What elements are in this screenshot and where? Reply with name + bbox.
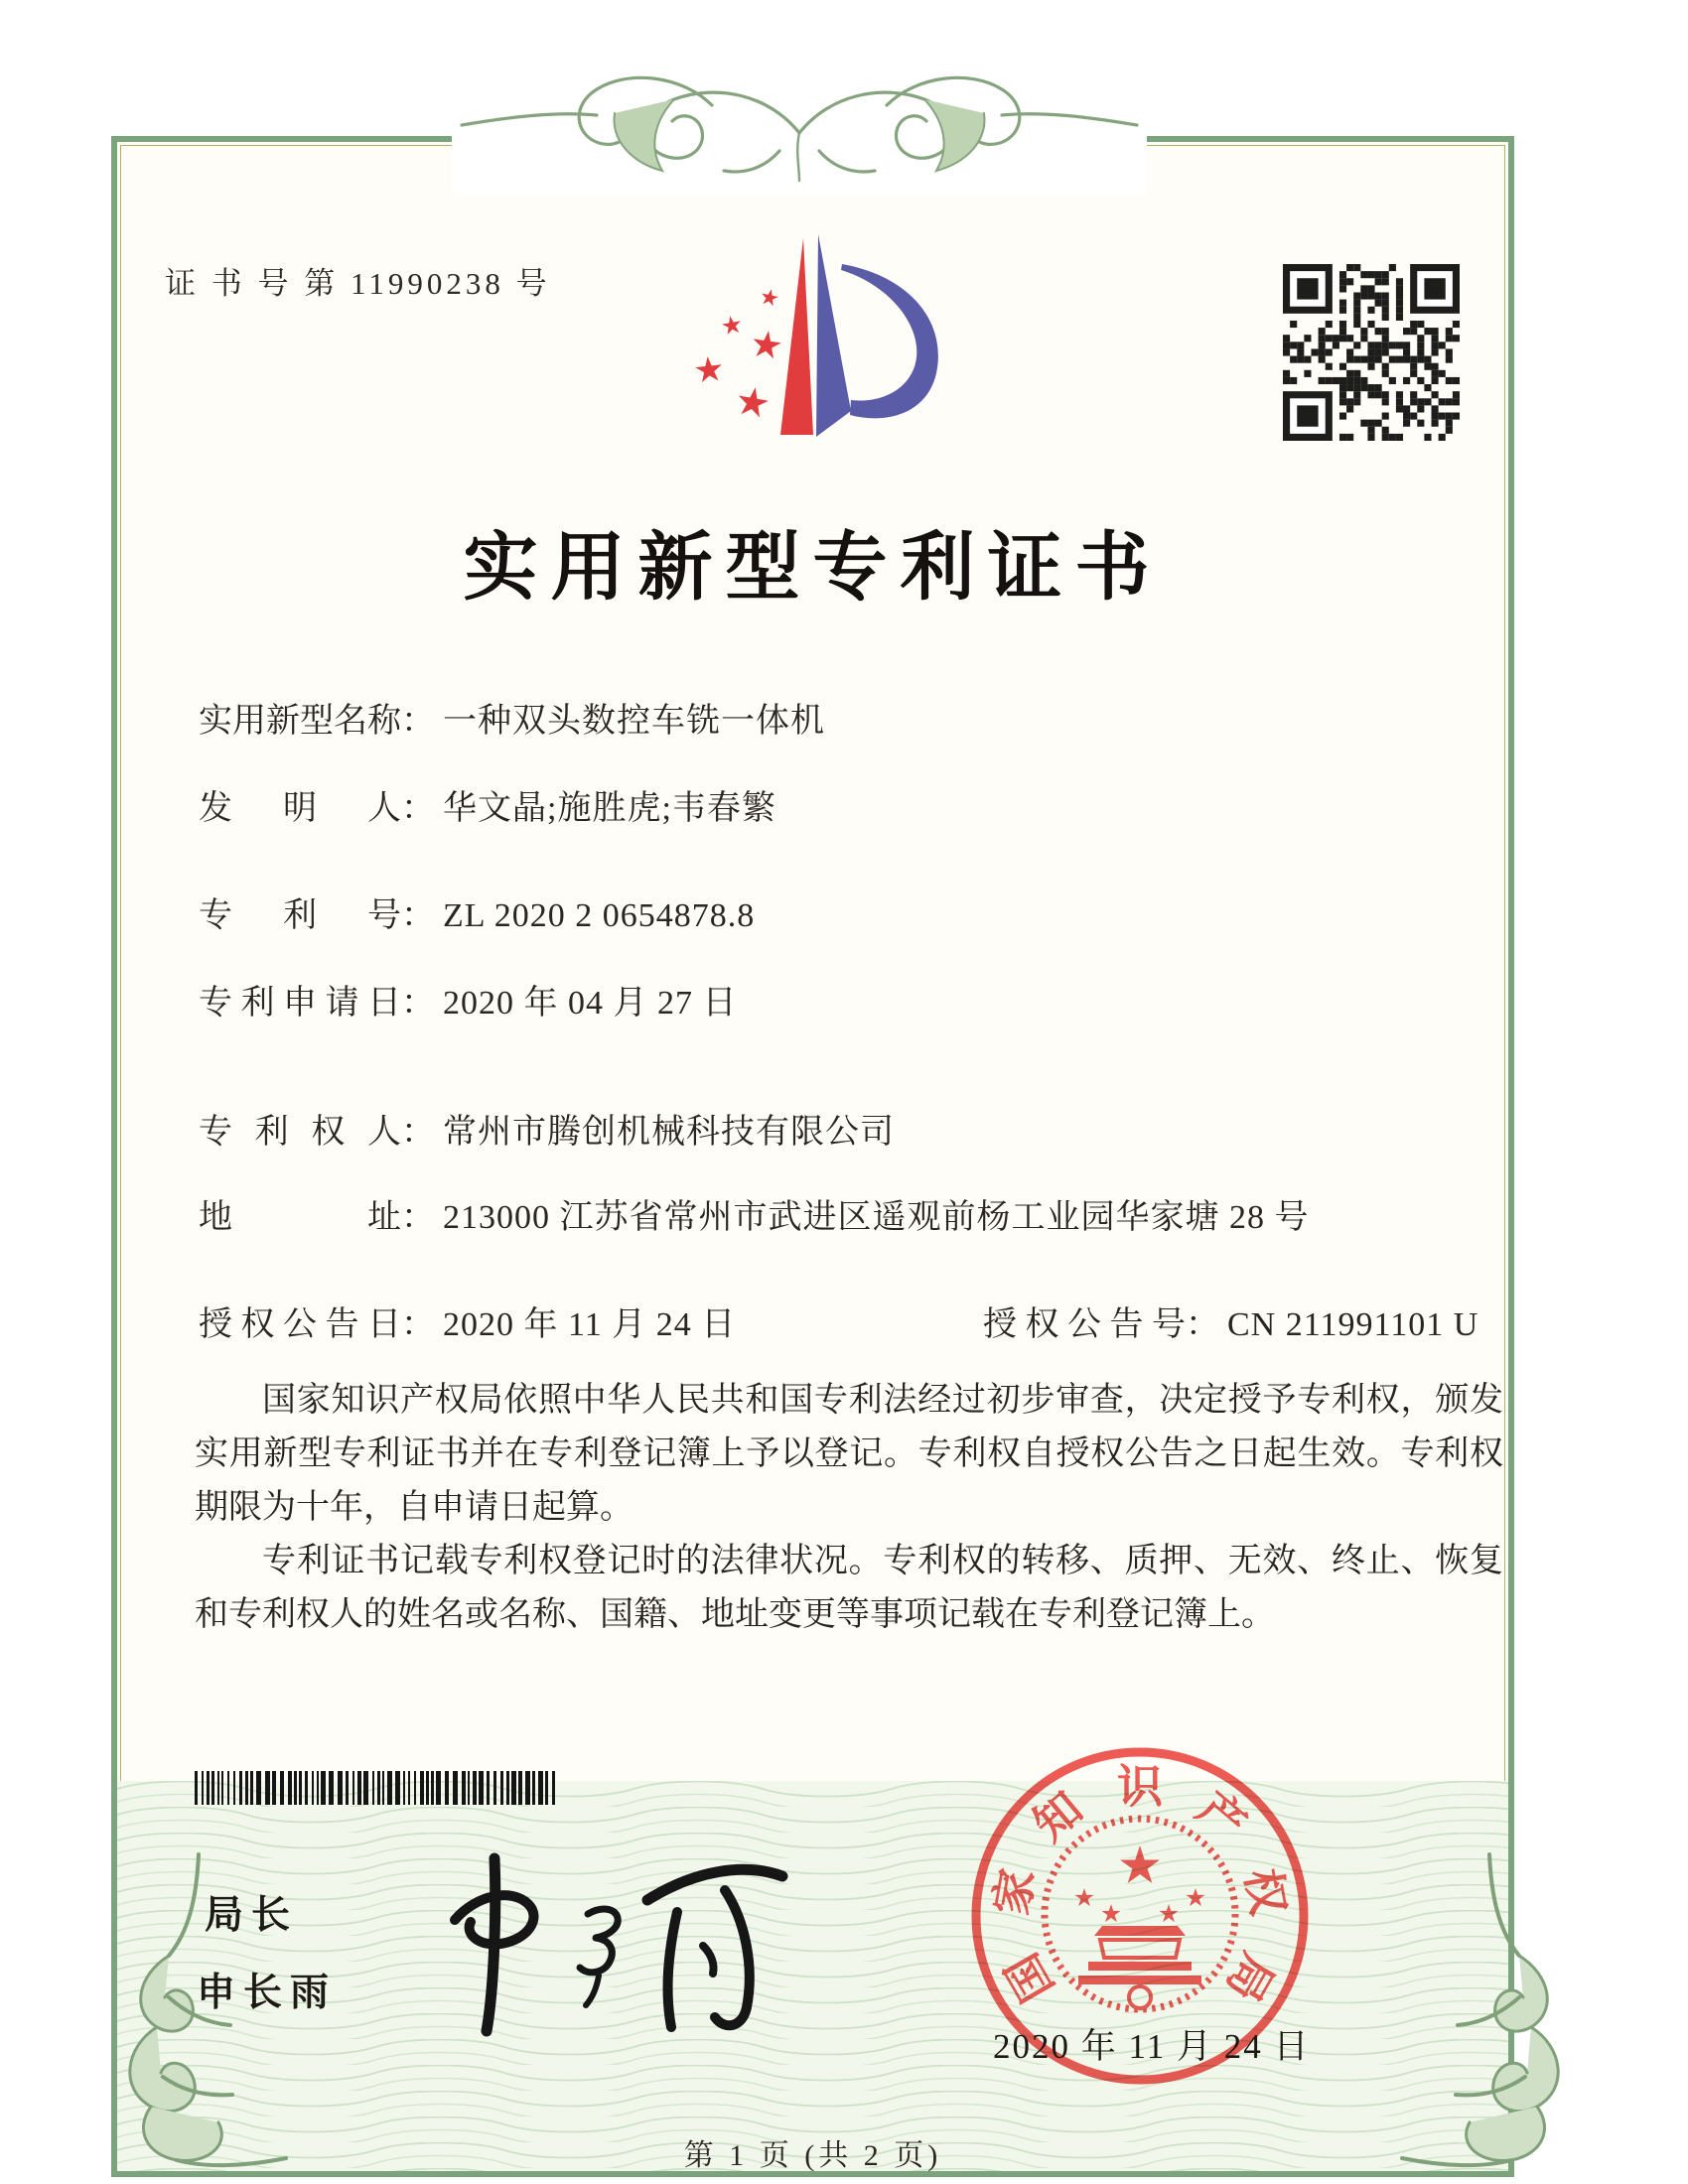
- field-value-patentee: 常州市腾创机械科技有限公司: [443, 1114, 895, 1151]
- svg-text:家: 家: [985, 1864, 1045, 1919]
- cnipa-logo-icon: [637, 214, 971, 461]
- field-label: 专利号: [199, 897, 401, 934]
- svg-text:知: 知: [1024, 1782, 1092, 1851]
- svg-text:权: 权: [1235, 1864, 1295, 1919]
- legal-text-block: [195, 1374, 1503, 1642]
- field-colon: ：: [401, 1114, 435, 1151]
- field-label: 实用新型名称: [199, 703, 401, 740]
- field-label: 授权公告日: [199, 1306, 401, 1343]
- field-row-inventors: [199, 780, 776, 829]
- field-colon: ：: [1186, 1306, 1219, 1343]
- field-label: 发明人: [199, 790, 401, 827]
- field-label: 地址: [199, 1199, 401, 1236]
- field-colon: ：: [401, 1306, 435, 1343]
- legal-paragraph-1: 国家知识产权局依照中华人民共和国专利法经过初步审查，决定授予专利权，颁发实用新型专利证书并在专利登记簿上予以登记。专利权自授权公告之日起生效。专利权期限为十年，自申请日起算。: [195, 1382, 1503, 1526]
- field-value-grant-date: 2020 年 11 月 24 日: [443, 1306, 737, 1343]
- legal-paragraph-2: 专利证书记载专利权登记时的法律状况。专利权的转移、质押、无效、终止、恢复和专利权人的姓名或名称、国籍、地址变更等事项记载在专利登记簿上。: [195, 1543, 1503, 1633]
- field-row-address: [199, 1189, 1310, 1238]
- field-row-name: [199, 693, 825, 742]
- field-label: 专利权人: [199, 1114, 401, 1151]
- field-colon: ：: [401, 790, 435, 827]
- director-signature-icon: [417, 1837, 814, 2065]
- page-number-footer: 第 1 页 (共 2 页): [683, 2139, 942, 2172]
- field-value-grant-number: CN 211991101 U: [1227, 1306, 1479, 1343]
- field-row-patentee: [199, 1104, 895, 1153]
- certificate-title: 实用新型专利证书: [463, 527, 1163, 610]
- field-label: 专利申请日: [199, 985, 401, 1022]
- field-row-patent-number: [199, 887, 755, 936]
- certificate-number: 证 书 号 第 11990238 号: [165, 266, 551, 301]
- svg-text:局: 局: [1216, 1945, 1284, 2010]
- svg-text:国: 国: [996, 1945, 1063, 2010]
- field-value-patent-number: ZL 2020 2 0654878.8: [443, 897, 756, 934]
- bottom-right-corner-ornament-icon: [1362, 1848, 1611, 2176]
- seal-date: 2020 年 11 月 24 日: [993, 2027, 1311, 2066]
- field-value-filing-date: 2020 年 04 月 27 日: [443, 985, 738, 1022]
- field-grant-number-group: [983, 1297, 1478, 1345]
- field-colon: ：: [401, 703, 435, 740]
- field-value-address: 213000 江苏省常州市武进区遥观前杨工业园华家塘 28 号: [443, 1199, 1310, 1236]
- barcode-icon: [195, 1771, 560, 1805]
- svg-text:产: 产: [1188, 1782, 1256, 1851]
- field-colon: ：: [401, 985, 435, 1022]
- field-label: 授权公告号: [983, 1306, 1186, 1343]
- director-title-label: 局长: [205, 1894, 299, 1937]
- qr-code-icon: [1283, 264, 1460, 441]
- field-value-inventors: 华文晶;施胜虎;韦春繁: [443, 790, 776, 827]
- top-flourish-ornament-icon: [452, 56, 1147, 195]
- field-colon: ：: [401, 1199, 435, 1236]
- svg-text:识: 识: [1117, 1761, 1163, 1813]
- field-value-utility-model-name: 一种双头数控车铣一体机: [443, 703, 825, 740]
- field-row-grant: [199, 1297, 1509, 1345]
- director-name-label: 申长雨: [197, 1972, 338, 2014]
- field-colon: ：: [401, 897, 435, 934]
- field-row-filing-date: [199, 975, 738, 1024]
